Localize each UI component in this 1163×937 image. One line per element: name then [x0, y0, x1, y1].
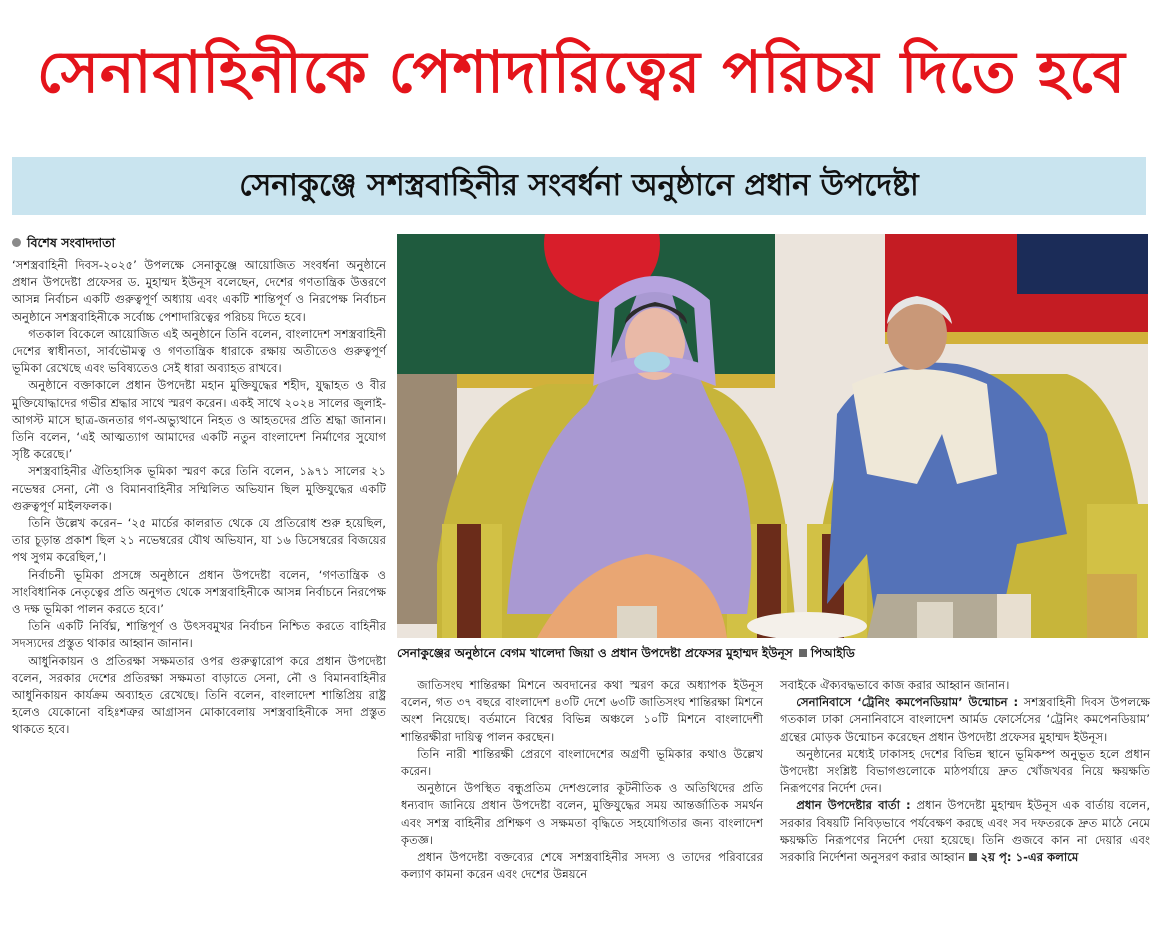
photo-illustration — [397, 234, 1148, 638]
paragraph: ‘সশস্ত্রবাহিনী দিবস-২০২৫’ উপলক্ষে সেনাকুঞ্জে আয়োজিত সংবর্ধনা অনুষ্ঠানে প্রধান উপদেষ্টা প্রফেসর ড. মুহাম্মদ ইউনূস বলেছেন, দেশের গণতান্ত্রিক উত্তরণে আসন্ন নির্বাচন একটি গুরুত্বপূর্ণ অধ্যায় এবং একটি শান্তিপূর্ণ ও নিরপেক্ষ নির্বাচন অনুষ্ঠানে সশস্ত্রবাহিনীকে সর্বোচ্চ পেশাদারিত্বের পরিচয় দিতে হবে। — [12, 258, 386, 324]
continuation-note — [969, 850, 1079, 864]
paragraph: তিনি একটি নির্বিঘ্ন, শান্তিপূর্ণ ও উৎসবমুখর নির্বাচন নিশ্চিত করতে বাহিনীর সদস্যদের প্রস্তুত থাকার আহ্বান জানান। — [12, 619, 386, 651]
paragraph: অনুষ্ঠানে উপস্থিত বন্ধুপ্রতিম দেশগুলোর কূটনীতিক ও অতিথিদের প্রতি ধন্যবাদ জানিয়ে প্রধান উপদেষ্টা বলেন, মুক্তিযুদ্ধের সময় আন্তর্জাতিক সমর্থন এবং সশস্ত্র বাহিনীর প্রশিক্ষণ ও সক্ষমতা বৃদ্ধিতে সহযোগিতার জন্য বাংলাদেশ কৃতজ্ঞ। — [401, 781, 763, 847]
subheading: সেনানিবাসে ‘ট্রেনিং কমপেনডিয়াম’ উন্মোচন : — [796, 695, 1019, 710]
continuation-text: ২য় পৃ: ১-এর কলামে — [980, 850, 1079, 865]
paragraph: জাতিসংঘ শান্তিরক্ষা মিশনে অবদানের কথা স্মরণ করে অধ্যাপক ইউনূস বলেন, গত ৩৭ বছরে বাংলাদেশ ৪৩টি দেশে ৬৩টি জাতিসংঘ শান্তিরক্ষা মিশনে অংশ নিয়েছে। বর্তমানে বিশ্বের বিভিন্ন অঞ্চলে ১০টি মিশনে বাংলাদেশী শান্তিরক্ষীরা দায়িত্ব পালন করছেন। — [401, 678, 763, 744]
square-bullet-icon — [799, 649, 807, 657]
paragraph: গতকাল বিকেলে আয়োজিত এই অনুষ্ঠানে তিনি বলেন, বাংলাদেশ সশস্ত্রবাহিনী দেশের স্বাধীনতা, সার্বভৌমত্ব ও গণতান্ত্রিক ধারাকে রক্ষায় অতীতেও গুরুত্বপূর্ণ ভূমিকা রেখেছে এবং ভবিষ্যতেও সেই ধারা অব্যাহত রাখবে। — [12, 326, 386, 376]
paragraph: সবাইকে ঐক্যবদ্ধভাবে কাজ করার আহ্বান জানান। — [780, 678, 1010, 692]
subheadline: সেনাকুঞ্জে সশস্ত্রবাহিনীর সংবর্ধনা অনুষ্ঠানে প্রধান উপদেষ্টা — [12, 157, 1146, 215]
paragraph: সশস্ত্রবাহিনীর ঐতিহাসিক ভূমিকা স্মরণ করে তিনি বলেন, ১৯৭১ সালের ২১ নভেম্বর সেনা, নৌ ও বিমানবাহিনীর সম্মিলিত অভিযান ছিল মুক্তিযুদ্ধের একটি গুরুত্বপূর্ণ মাইলফলক। — [12, 464, 386, 513]
paragraph: তিনি উল্লেখ করেন– ‘২৫ মার্চের কালরাত থেকে যে প্রতিরোধ শুরু হয়েছিল, তার চূড়ান্ত প্রকাশ ছিল ২১ নভেম্বরের যৌথ অভিযান, যা ১৬ ডিসেম্বরের বিজয়ের পথ সুগম করেছিল,’। — [12, 516, 386, 565]
article-column-3 — [780, 677, 1150, 866]
paragraph: অনুষ্ঠানে বক্তাকালে প্রধান উপদেষ্টা মহান মুক্তিযুদ্ধের শহীদ, যুদ্ধাহত ও বীর মুক্তিযোদ্ধাদের গভীর শ্রদ্ধার সাথে স্মরণ করেন। একই সাথে ২০২৪ সালের জুলাই-আগস্ট মাসে ছাত্র-জনতার গণ-অভ্যুত্থানে নিহত ও আহতদের প্রতি শ্রদ্ধা জানান। তিনি বলেন, ‘এই আত্মত্যাগ আমাদের একটি নতুন বাংলাদেশ নির্মাণের সুযোগ সৃষ্টি করেছে।’ — [12, 378, 386, 462]
article-column-1 — [12, 257, 386, 739]
paragraph: আধুনিকায়ন ও প্রতিরক্ষা সক্ষমতার ওপর গুরুত্বারোপ করে প্রধান উপদেষ্টা বলেন, সরকার দেশের প্রতিরক্ষা সক্ষমতা বাড়াতে সেনা, নৌ ও বিমানবাহিনীর আধুনিকায়ন কার্যক্রম অব্যাহত রেখেছে। তিনি বলেন, বাংলাদেশ শান্তিপ্রিয় রাষ্ট্র হলেও যেকোনো বহিঃশত্রুর আগ্রাসন মোকাবেলায় সশস্ত্রবাহিনীকে সদা প্রস্তুত থাকতে হবে। — [12, 653, 386, 737]
square-bullet-icon — [969, 853, 977, 861]
byline-text: বিশেষ সংবাদদাতা — [27, 235, 116, 250]
photo-caption — [397, 645, 1148, 665]
subheading: প্রধান উপদেষ্টার বার্তা : — [796, 798, 911, 813]
byline — [12, 235, 115, 255]
paragraph — [780, 694, 1150, 746]
paragraph: প্রধান উপদেষ্টা বক্তব্যের শেষে সশস্ত্রবাহিনীর সদস্য ও তাদের পরিবারের কল্যাণ কামনা করেন এবং দেশের উন্নয়নে — [401, 850, 763, 882]
news-photo — [397, 234, 1148, 638]
photo-credit: পিআইডি — [810, 646, 855, 660]
bullet-icon — [12, 238, 21, 247]
headline: সেনাবাহিনীকে পেশাদারিত্বের পরিচয় দিতে হবে — [37, 38, 1126, 106]
paragraph-text: সশস্ত্রবাহিনী দিবস উপলক্ষে গতকাল ঢাকা সেনানিবাসে বাংলাদেশ আর্মড ফোর্সেসের ‘ট্রেনিং কমপেনডিয়াম’ গ্রন্থের মোড়ক উন্মোচন করেছেন প্রধান উপদেষ্টা প্রফেসর মুহাম্মদ ইউনূস। — [780, 695, 1151, 744]
paragraph — [780, 797, 1150, 866]
article-column-2 — [401, 677, 763, 883]
paragraph: নির্বাচনী ভূমিকা প্রসঙ্গে অনুষ্ঠানে প্রধান উপদেষ্টা বলেন, ‘গণতান্ত্রিক ও সাংবিধানিক নেতৃত্বের প্রতি অনুগত থেকে সশস্ত্রবাহিনীকে আসন্ন নির্বাচনে নিরপেক্ষ ও দক্ষ ভূমিকা পালন করতে হবে।’ — [12, 567, 386, 617]
paragraph: অনুষ্ঠানের মধ্যেই ঢাকাসহ দেশের বিভিন্ন স্থানে ভূমিকম্প অনুভূত হলে প্রধান উপদেষ্টা সংশ্লিষ্ট বিভাগগুলোকে মাঠপর্যায়ে দ্রুত খোঁজখবর নিয়ে ক্ষয়ক্ষতি নিরূপণের নির্দেশ দেন। — [780, 746, 1150, 796]
paragraph-text: প্রধান উপদেষ্টা মুহাম্মদ ইউনূস এক বার্তায় বলেন, সরকার বিষয়টি নিবিড়ভাবে পর্যবেক্ষণ করছে এবং সব দফতরকে দ্রুত মাঠে নেমে ক্ষয়ক্ষতি নিরূপণের নির্দেশ দেয়া হয়েছে। তিনি গুজবে কান না দেয়ার এবং সরকারি নির্দেশনা অনুসরণ করার আহ্বান — [780, 798, 1151, 865]
caption-text: সেনাকুঞ্জের অনুষ্ঠানে বেগম খালেদা জিয়া ও প্রধান উপদেষ্টা প্রফেসর মুহাম্মদ ইউনূস — [397, 646, 793, 660]
paragraph: তিনি নারী শান্তিরক্ষী প্রেরণে বাংলাদেশের অগ্রণী ভূমিকার কথাও উল্লেখ করেন। — [401, 746, 763, 779]
